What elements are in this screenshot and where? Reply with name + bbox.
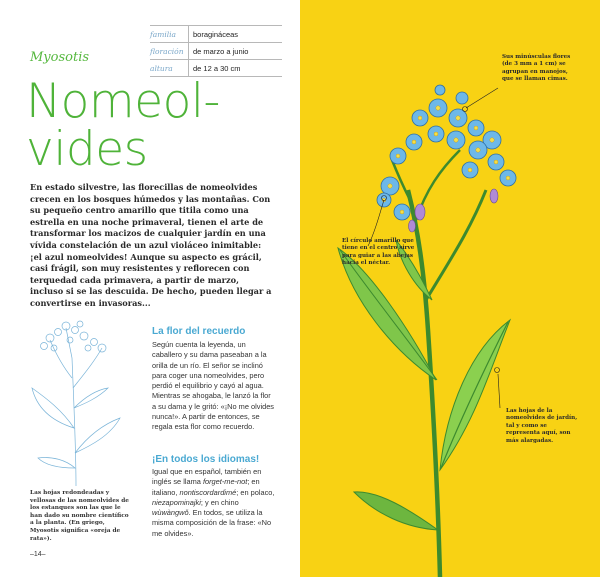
annotation-center: El círculo amarillo que tiene en el centro sirve para guiar a las abejas hacia el néctar.	[342, 238, 415, 267]
info-row	[150, 43, 282, 60]
text-span: . En todos, se utiliza la misma composición de la frase: «No me olvides».	[152, 508, 272, 538]
text-span: ; y en chino	[200, 497, 239, 507]
annotation-flowers: Sus minúsculas flores (de 3 mm a 1 cm) se agrupan en manojos, que se llaman cimas.	[502, 54, 571, 83]
info-value: de marzo a junio	[189, 43, 283, 60]
title-line: vides	[26, 122, 148, 177]
page-number: –14–	[30, 551, 46, 558]
section-text-recuerdo: Según cuenta la leyenda, un caballero y su dama paseaban a la orilla de un río. El señor se inclinó para coger una nomeolvides, pero perdió el equilibrio y cayó al agua. Mientras se ahogaba, le lanzó la flor a su dama y le gritó: «¡No me olvides nunca!». A partir de entonces, se regala esta flor como recuerdo.	[152, 340, 274, 432]
section-text-idiomas	[152, 467, 276, 539]
right-page	[300, 0, 600, 577]
info-label: familia	[150, 26, 189, 43]
info-label: floración	[150, 43, 189, 60]
text-span-italic: niezapominajki	[152, 497, 201, 507]
text-span: ; en polaco,	[236, 487, 275, 497]
caption-sketch: Las hojas redondeadas y vellosas de las nomeolvides de los estanques son las que le han dado su nombre científico a la planta. (En griego, Myosotis significa «oreja de rata»).	[30, 490, 129, 542]
intro-paragraph: En estado silvestre, las florecillas de nomeolvides crecen en los bosques húmedos y las montañas. Con su pequeño centro amarillo que titila como una estrella en una noche primaveral, tienen el arte de transformar los macizos de cualquier jardín en una vívida constelación de un azul violáceo inimitable: ¡el azul nomeolvides! Aunque su aspecto es grácil, casi frágil, son muy resistentes y reflorecen con terquedad cada primavera, a partir de marzo, incluso si se las descuida. De hecho, pueden llegar a convertirse en invasoras...	[30, 182, 272, 308]
text-span: Igual que en español, también en inglés se llama	[152, 467, 262, 487]
text-span: ; en italiano,	[152, 477, 260, 497]
info-label: altura	[150, 60, 189, 77]
annotation-leaves: Las hojas de la nomeolvides de jardín, tal y como se representa aquí, son más alargadas.	[506, 408, 578, 444]
text-span-italic: forget-me-not	[202, 477, 248, 487]
info-row	[150, 26, 282, 43]
info-table	[150, 25, 282, 77]
latin-name: Myosotis	[30, 50, 90, 65]
branch	[426, 190, 486, 300]
leaf	[354, 492, 438, 530]
page-title	[26, 74, 296, 177]
info-value: boragináceas	[189, 26, 283, 43]
plant-illustration	[300, 0, 600, 577]
plant-sketch-illustration	[28, 318, 133, 488]
section-title-recuerdo: La flor del recuerdo	[152, 326, 246, 337]
flower-cluster	[377, 85, 516, 232]
text-span-italic: wùwàngwǒ	[152, 508, 189, 518]
info-value: de 12 a 30 cm	[189, 60, 283, 77]
title-line: Nomeol-	[26, 74, 220, 129]
section-title-idiomas: ¡En todos los idiomas!	[152, 454, 260, 465]
text-span-italic: nontiscordardimé	[179, 487, 237, 497]
